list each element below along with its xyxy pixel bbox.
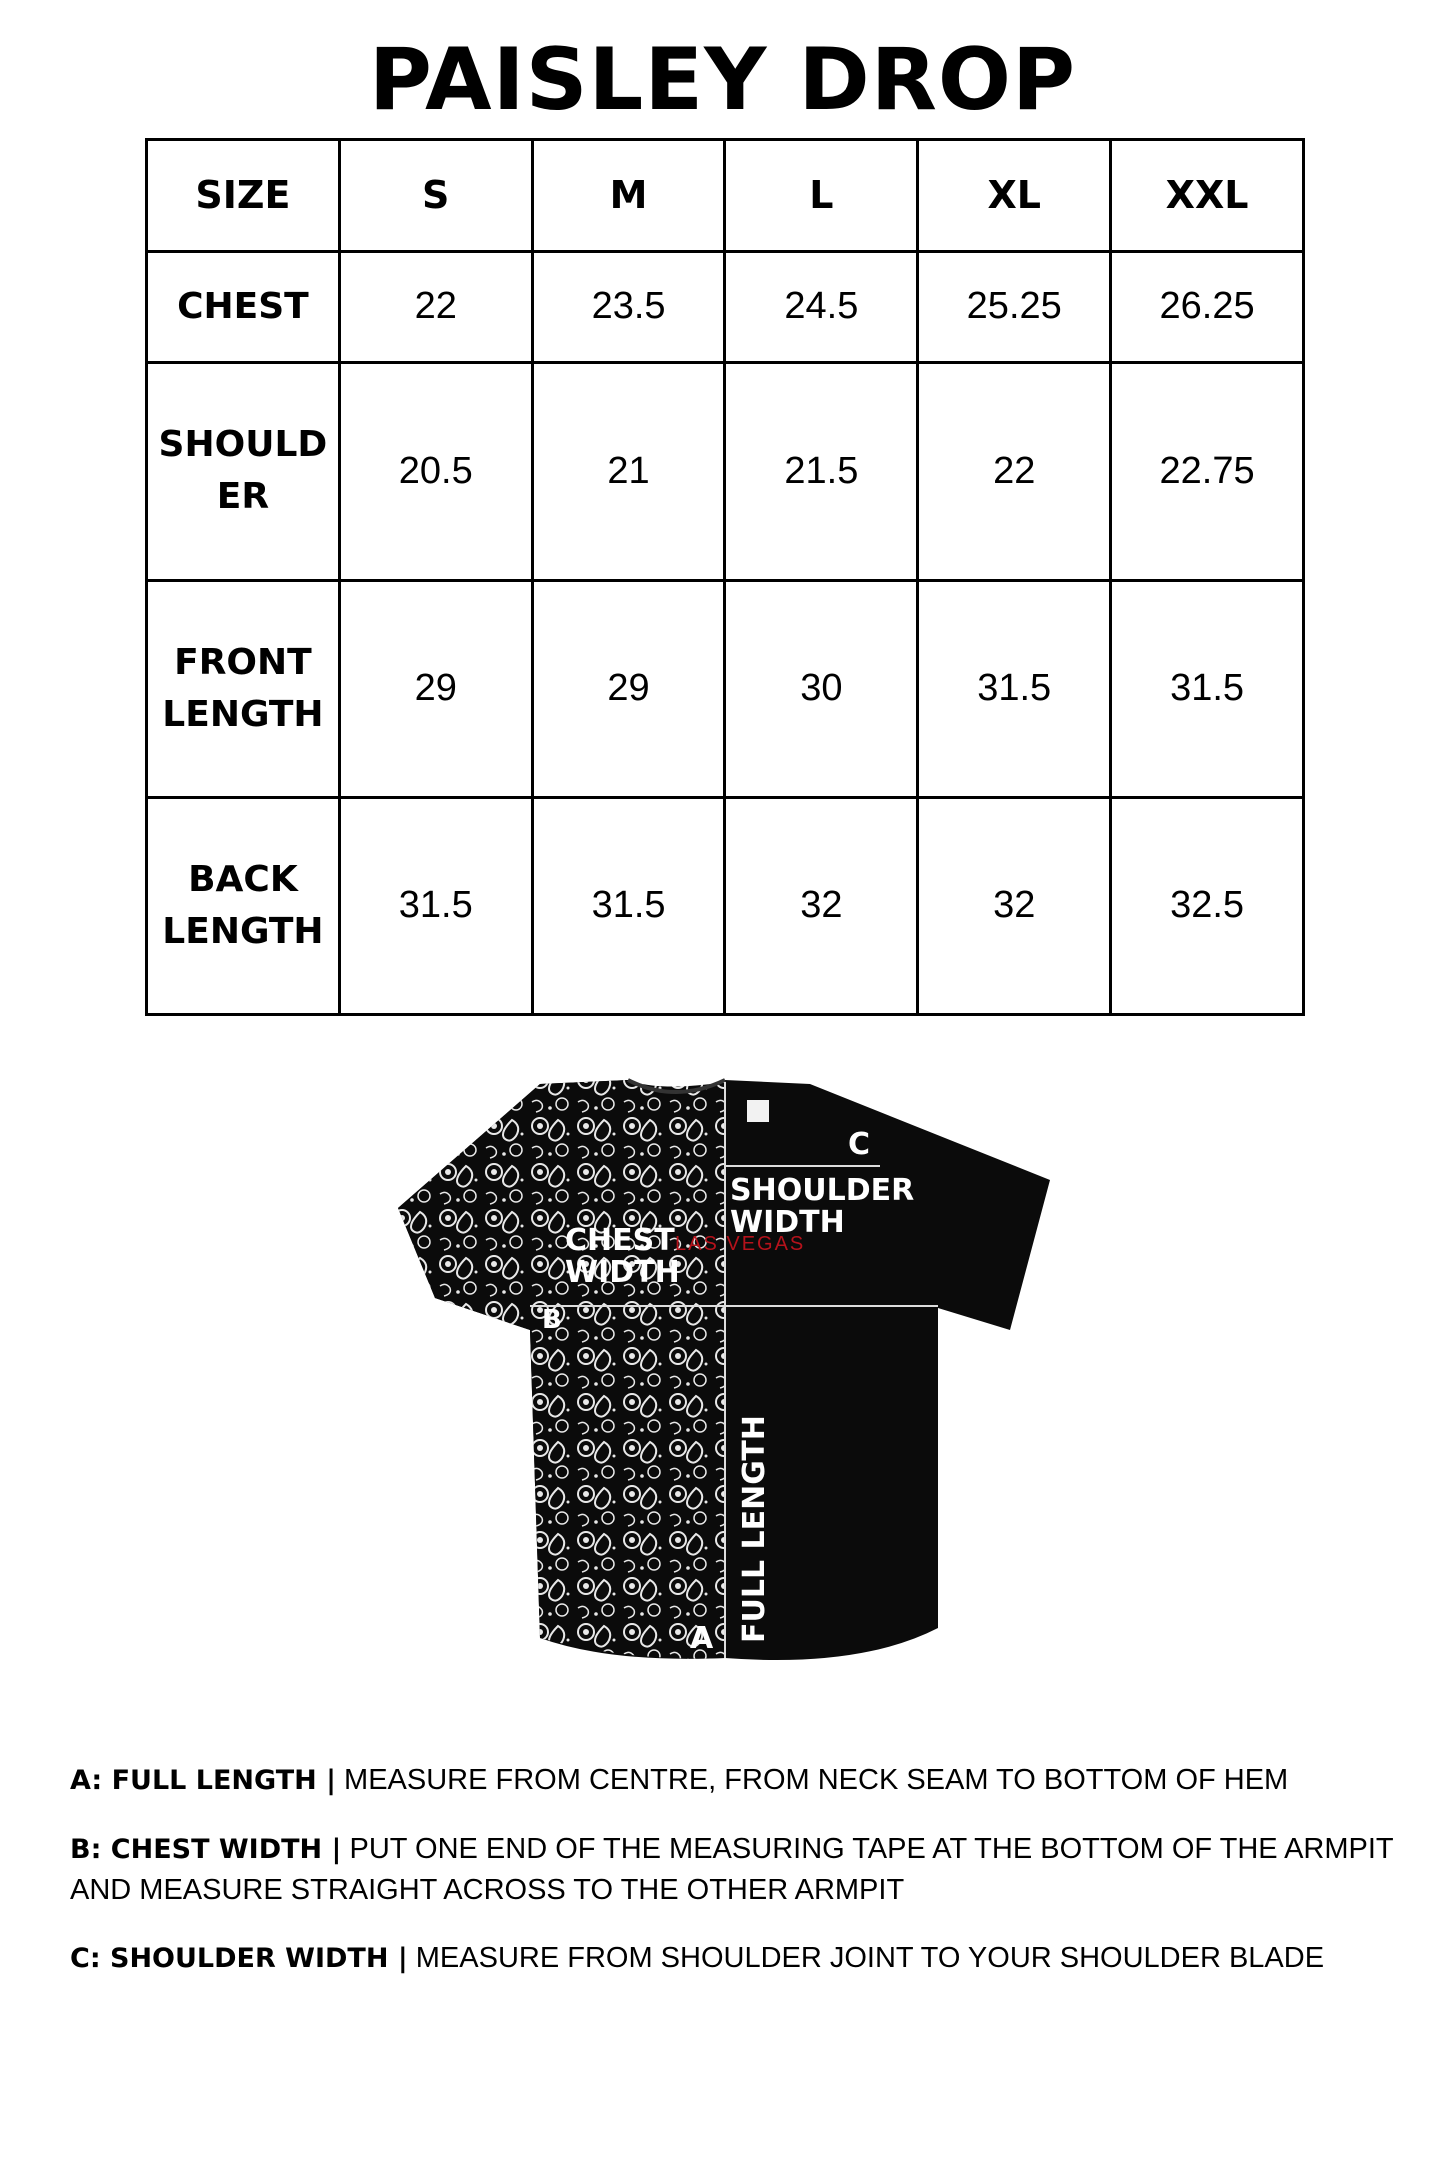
label-b: B bbox=[542, 1305, 562, 1335]
note-chest-width bbox=[70, 1829, 1400, 1910]
table-cell: 32 bbox=[725, 797, 918, 1014]
table-row-shoulder bbox=[147, 363, 1304, 580]
row-label-shoulder bbox=[147, 363, 340, 580]
table-cell: 22.75 bbox=[1111, 363, 1304, 580]
note-key: A: FULL LENGTH | bbox=[70, 1765, 336, 1796]
note-full-length bbox=[70, 1760, 1400, 1801]
table-row-back-length bbox=[147, 797, 1304, 1014]
row-label-line: CHEST bbox=[177, 285, 309, 327]
note-text: MEASURE FROM SHOULDER JOINT TO YOUR SHOULDER BLADE bbox=[407, 1942, 1325, 1974]
table-cell: 31.5 bbox=[918, 580, 1111, 797]
table-cell: 22 bbox=[339, 251, 532, 363]
table-cell: 29 bbox=[532, 580, 725, 797]
table-cell: 23.5 bbox=[532, 251, 725, 363]
row-label-front-length bbox=[147, 580, 340, 797]
table-cell: 32 bbox=[918, 797, 1111, 1014]
header-xxl: XXL bbox=[1111, 140, 1304, 252]
table-row-chest bbox=[147, 251, 1304, 363]
row-label-chest bbox=[147, 251, 340, 363]
row-label-line: LENGTH bbox=[162, 910, 324, 952]
shoulder-width-line2: WIDTH bbox=[730, 1205, 845, 1240]
table-cell: 30 bbox=[725, 580, 918, 797]
table-cell: 31.5 bbox=[339, 797, 532, 1014]
table-cell: 21.5 bbox=[725, 363, 918, 580]
chest-width-line1: CHEST bbox=[565, 1223, 675, 1258]
note-text: MEASURE FROM CENTRE, FROM NECK SEAM TO BOTTOM OF HEM bbox=[335, 1764, 1289, 1796]
table-cell: 25.25 bbox=[918, 251, 1111, 363]
header-s: S bbox=[339, 140, 532, 252]
shoulder-width-line1: SHOULDER bbox=[730, 1173, 915, 1208]
page-title: PAISLEY DROP bbox=[368, 30, 1077, 130]
row-label-line: BACK bbox=[188, 858, 298, 900]
table-header-row bbox=[147, 140, 1304, 252]
chest-width-line2: WIDTH bbox=[565, 1255, 680, 1290]
row-label-back-length bbox=[147, 797, 340, 1014]
label-a: A bbox=[690, 1621, 714, 1656]
header-l: L bbox=[725, 140, 918, 252]
note-text: PUT ONE END OF THE MEASURING TAPE AT THE BOTTOM OF THE ARMPIT AND MEASURE STRAIGHT ACROSS TO THE OTHER ARMPIT bbox=[70, 1833, 1394, 1906]
shirt-measurement-diagram bbox=[390, 1068, 1060, 1668]
row-label-line: LENGTH bbox=[162, 693, 324, 735]
measurement-notes bbox=[70, 1760, 1400, 2007]
note-key: C: SHOULDER WIDTH | bbox=[70, 1943, 408, 1974]
table-cell: 20.5 bbox=[339, 363, 532, 580]
header-xl: XL bbox=[918, 140, 1111, 252]
table-cell: 31.5 bbox=[532, 797, 725, 1014]
label-c: C bbox=[848, 1127, 871, 1162]
row-label-line: FRONT bbox=[174, 641, 312, 683]
table-cell: 24.5 bbox=[725, 251, 918, 363]
las-vegas-print: LAS VEGAS bbox=[675, 1233, 806, 1255]
size-chart-table bbox=[145, 138, 1305, 1016]
shirt-tag bbox=[747, 1100, 769, 1122]
row-label-line: ER bbox=[216, 476, 270, 518]
note-key: B: CHEST WIDTH | bbox=[70, 1834, 342, 1865]
header-m: M bbox=[532, 140, 725, 252]
table-cell: 32.5 bbox=[1111, 797, 1304, 1014]
table-cell: 31.5 bbox=[1111, 580, 1304, 797]
table-cell: 29 bbox=[339, 580, 532, 797]
table-cell: 21 bbox=[532, 363, 725, 580]
table-cell: 26.25 bbox=[1111, 251, 1304, 363]
header-size: SIZE bbox=[147, 140, 340, 252]
row-label-line: SHOULD bbox=[158, 424, 328, 466]
note-shoulder-width bbox=[70, 1938, 1400, 1979]
full-length-label: FULL LENGTH bbox=[737, 1415, 772, 1643]
table-row-front-length bbox=[147, 580, 1304, 797]
paisley-print bbox=[398, 1080, 725, 1659]
table-cell: 22 bbox=[918, 363, 1111, 580]
